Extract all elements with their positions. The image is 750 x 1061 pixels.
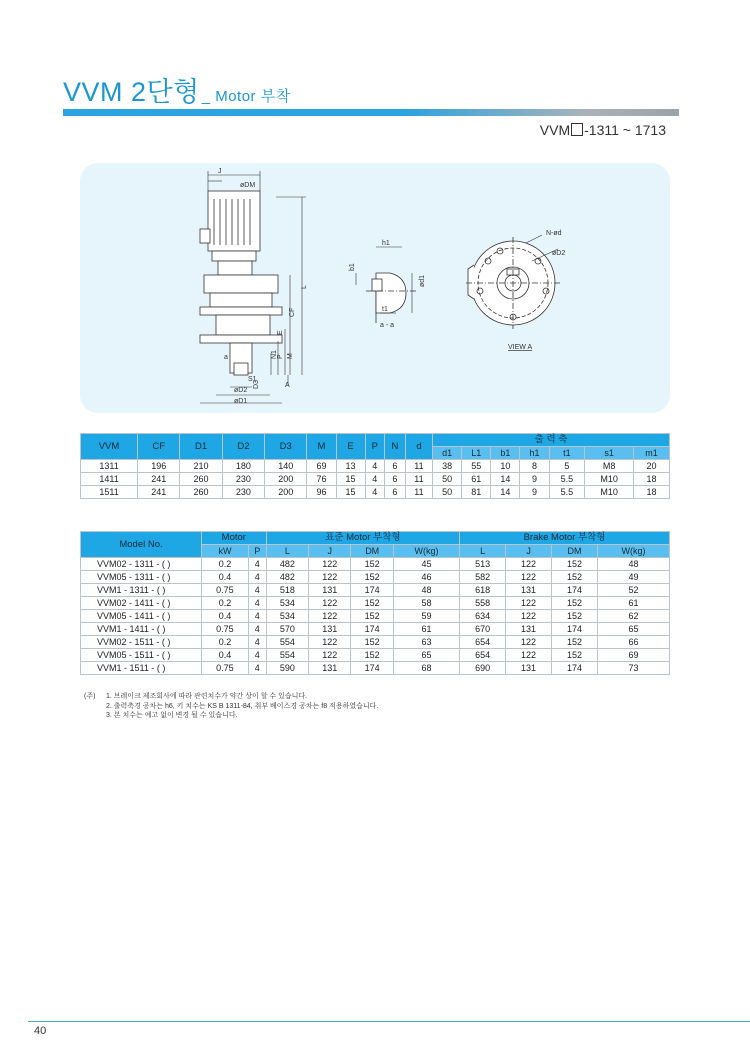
table-cell: 0.4 — [202, 610, 249, 623]
table-cell: 1511 — [81, 486, 138, 499]
sub-header: DM — [552, 545, 598, 558]
table-cell: 230 — [222, 473, 264, 486]
table-cell: 122 — [309, 649, 351, 662]
table-row — [81, 584, 670, 597]
label-od1: øD1 — [234, 398, 248, 405]
table-cell: 131 — [309, 662, 351, 675]
table-cell: 654 — [460, 649, 506, 662]
table-cell: VVM1 - 1311 - ( ) — [81, 584, 202, 597]
table-row — [81, 571, 670, 584]
table-cell: VVM05 - 1411 - ( ) — [81, 610, 202, 623]
table-cell: 9 — [520, 486, 549, 499]
table-cell: 0.75 — [202, 623, 249, 636]
table-cell: 0.2 — [202, 597, 249, 610]
table-row — [81, 473, 670, 486]
table-cell: 140 — [265, 460, 307, 473]
table-row — [81, 636, 670, 649]
table-cell: 210 — [180, 460, 222, 473]
page-subtitle: _ Motor 부착 — [201, 88, 291, 105]
table-cell: 558 — [460, 597, 506, 610]
table-cell: 4 — [365, 460, 384, 473]
table-cell: 6 — [385, 473, 406, 486]
table-cell: 152 — [351, 649, 393, 662]
table-cell: 49 — [598, 571, 670, 584]
table-cell: 15 — [336, 486, 365, 499]
table-cell: 4 — [248, 558, 266, 571]
table-cell: 0.75 — [202, 584, 249, 597]
table-cell: 260 — [180, 486, 222, 499]
table-cell: 122 — [506, 597, 552, 610]
label-h1: h1 — [382, 240, 390, 247]
note-item: (주) 1. 브레이크 제조회사에 따라 관련치수가 약간 상이 할 수 있습니다. — [84, 693, 308, 700]
table-cell: 122 — [309, 571, 351, 584]
table-cell: 4 — [248, 623, 266, 636]
table-cell: 131 — [309, 623, 351, 636]
table-cell: 0.4 — [202, 571, 249, 584]
model-header: Model No. — [81, 532, 202, 558]
note-item: 2. 출력축경 공차는 h6, 키 치수는 KS B 1311-84, 취부 베이스경 공차는 f8 적용하였습니다. — [106, 702, 379, 710]
page-number: 40 — [34, 1025, 47, 1037]
sub-header: h1 — [520, 447, 549, 460]
label-d3: D3 — [253, 380, 260, 389]
label-n1: N1 — [271, 350, 278, 359]
table-cell: VVM02 - 1411 - ( ) — [81, 597, 202, 610]
table-cell: VVM1 - 1411 - ( ) — [81, 623, 202, 636]
table-row — [81, 623, 670, 636]
standard-motor-header: 표준 Motor 부착형 — [266, 532, 459, 545]
table-cell: 0.4 — [202, 649, 249, 662]
table-cell: M10 — [585, 473, 634, 486]
label-nd: N-ød — [546, 230, 562, 237]
table-cell: 122 — [506, 636, 552, 649]
table-cell: 69 — [598, 649, 670, 662]
table-cell: 513 — [460, 558, 506, 571]
label-t1: t1 — [382, 306, 388, 313]
label-section: a - a — [380, 322, 395, 329]
table-cell: 96 — [307, 486, 336, 499]
table-cell: 48 — [598, 558, 670, 571]
table-cell: 38 — [433, 460, 462, 473]
table-cell: 122 — [309, 636, 351, 649]
table-cell: 534 — [266, 610, 308, 623]
table-cell: 241 — [138, 473, 180, 486]
table-cell: 230 — [222, 486, 264, 499]
table-cell: 50 — [433, 473, 462, 486]
table-cell: 122 — [309, 597, 351, 610]
table-cell: 152 — [351, 610, 393, 623]
table-cell: 4 — [248, 597, 266, 610]
table-cell: 4 — [365, 473, 384, 486]
gearmotor-side-view — [200, 191, 282, 375]
table-cell: 152 — [552, 571, 598, 584]
table-cell: 52 — [598, 584, 670, 597]
table-cell: 122 — [309, 610, 351, 623]
table-cell: M8 — [585, 460, 634, 473]
brake-motor-header: Brake Motor 부착형 — [460, 532, 670, 545]
table-cell: 11 — [405, 486, 432, 499]
table-cell: 131 — [506, 662, 552, 675]
table-cell: 196 — [138, 460, 180, 473]
col-header: D2 — [222, 434, 264, 460]
sub-header: d1 — [433, 447, 462, 460]
label-cf: CF — [289, 307, 296, 317]
page-title: VVM 2단형 _ Motor 부착 — [63, 77, 291, 107]
table-cell: 15 — [336, 473, 365, 486]
footer-rule — [28, 1021, 750, 1022]
label-e: E — [277, 330, 284, 335]
table-cell: 590 — [266, 662, 308, 675]
label-m: M — [287, 353, 294, 359]
label-view-a: VIEW A — [508, 344, 533, 351]
table-cell: 55 — [462, 460, 491, 473]
col-header: E — [336, 434, 365, 460]
table-cell: 174 — [351, 584, 393, 597]
table-cell: 122 — [506, 558, 552, 571]
sub-header: L1 — [462, 447, 491, 460]
sub-header: L — [266, 545, 308, 558]
table-row — [81, 610, 670, 623]
table-cell: 122 — [506, 571, 552, 584]
table-cell: VVM02 - 1311 - ( ) — [81, 558, 202, 571]
table-cell: 0.2 — [202, 636, 249, 649]
sub-header: J — [506, 545, 552, 558]
table-cell: 13 — [336, 460, 365, 473]
table-cell: 5.5 — [549, 473, 585, 486]
table-cell: 6 — [385, 460, 406, 473]
col-header: P — [365, 434, 384, 460]
table-cell: 534 — [266, 597, 308, 610]
table-cell: 68 — [393, 662, 459, 675]
table-cell: 152 — [351, 597, 393, 610]
table-cell: 152 — [552, 558, 598, 571]
sub-header: L — [460, 545, 506, 558]
sub-header: DM — [351, 545, 393, 558]
table-cell: 11 — [405, 460, 432, 473]
table-cell: 5 — [549, 460, 585, 473]
table-row — [81, 486, 670, 499]
table-cell: 131 — [506, 623, 552, 636]
table-cell: 62 — [598, 610, 670, 623]
table-cell: 76 — [307, 473, 336, 486]
table-cell: 65 — [393, 649, 459, 662]
table-cell: 18 — [634, 473, 670, 486]
table-row — [81, 662, 670, 675]
label-l: L — [301, 285, 308, 289]
table-cell: 9 — [520, 473, 549, 486]
table-cell: 45 — [393, 558, 459, 571]
label-s1: S1 — [248, 376, 257, 383]
table-cell: 18 — [634, 486, 670, 499]
table-cell: 81 — [462, 486, 491, 499]
table-cell: 59 — [393, 610, 459, 623]
table-cell: 1311 — [81, 460, 138, 473]
sub-header: P — [248, 545, 266, 558]
table-cell: 554 — [266, 636, 308, 649]
dimension-table — [80, 433, 670, 499]
sub-header: kW — [202, 545, 249, 558]
table-cell: 50 — [433, 486, 462, 499]
label-j: J — [218, 168, 222, 175]
sub-header: W(kg) — [393, 545, 459, 558]
table-cell: 152 — [552, 649, 598, 662]
table-row — [81, 460, 670, 473]
table-cell: 20 — [634, 460, 670, 473]
table-cell: 200 — [265, 473, 307, 486]
table-cell: 6 — [385, 486, 406, 499]
label-arrow-a: A — [285, 382, 290, 389]
col-header: M — [307, 434, 336, 460]
table-cell: 122 — [506, 649, 552, 662]
table-cell: 174 — [552, 662, 598, 675]
col-header: CF — [138, 434, 180, 460]
table-cell: 58 — [393, 597, 459, 610]
table-cell: 152 — [351, 636, 393, 649]
table-cell: 8 — [520, 460, 549, 473]
table-cell: 174 — [552, 584, 598, 597]
table-cell: 4 — [248, 662, 266, 675]
table-cell: 69 — [307, 460, 336, 473]
sub-header: s1 — [585, 447, 634, 460]
table-cell: 14 — [491, 473, 520, 486]
table-cell: 4 — [248, 610, 266, 623]
model-table — [80, 531, 670, 675]
placeholder-box — [571, 123, 583, 136]
table-cell: 61 — [598, 597, 670, 610]
table-cell: 554 — [266, 649, 308, 662]
col-header: VVM — [81, 434, 138, 460]
table-cell: 670 — [460, 623, 506, 636]
table-cell: 690 — [460, 662, 506, 675]
table-cell: 122 — [309, 558, 351, 571]
table-cell: 4 — [248, 584, 266, 597]
table-cell: 14 — [491, 486, 520, 499]
table-cell: 48 — [393, 584, 459, 597]
table-cell: 152 — [552, 636, 598, 649]
table-cell: VVM05 - 1311 - ( ) — [81, 571, 202, 584]
table-cell: 241 — [138, 486, 180, 499]
sub-header: b1 — [491, 447, 520, 460]
label-b1: b1 — [349, 263, 356, 271]
table-cell: 0.75 — [202, 662, 249, 675]
table-cell: 180 — [222, 460, 264, 473]
drawing-svg — [80, 163, 670, 413]
table-cell: VVM1 - 1511 - ( ) — [81, 662, 202, 675]
model-range: VVM -1311 ~ 1713 — [539, 122, 666, 138]
table-cell: 634 — [460, 610, 506, 623]
table-row — [81, 649, 670, 662]
table-cell: 1411 — [81, 473, 138, 486]
table-cell: 5.5 — [549, 486, 585, 499]
sub-header: m1 — [634, 447, 670, 460]
table-cell: 4 — [248, 636, 266, 649]
table-cell: 260 — [180, 473, 222, 486]
table-cell: 10 — [491, 460, 520, 473]
table-cell: 65 — [598, 623, 670, 636]
table-cell: 4 — [248, 649, 266, 662]
table-cell: 152 — [351, 571, 393, 584]
col-header: N — [385, 434, 406, 460]
table-cell: 174 — [552, 623, 598, 636]
col-header: D3 — [265, 434, 307, 460]
table-cell: 582 — [460, 571, 506, 584]
view-a-flange — [466, 235, 562, 329]
output-shaft-header: 출 력 축 — [433, 434, 670, 447]
sub-header: J — [309, 545, 351, 558]
label-od1-small: ød1 — [419, 274, 426, 287]
table-cell: 46 — [393, 571, 459, 584]
table-cell: 200 — [265, 486, 307, 499]
notes-label: (주) — [84, 693, 96, 700]
technical-drawing — [80, 163, 670, 413]
table-cell: 152 — [552, 597, 598, 610]
note-item: 3. 본 치수는 예고 없이 변경 될 수 있습니다. — [106, 712, 238, 719]
table-cell: 131 — [309, 584, 351, 597]
motor-header: Motor — [202, 532, 267, 545]
label-a: a — [224, 354, 228, 361]
table-cell: 570 — [266, 623, 308, 636]
title-bar — [63, 109, 679, 116]
table-cell: 482 — [266, 571, 308, 584]
table-row — [81, 597, 670, 610]
table-row — [81, 558, 670, 571]
label-od2-view: øD2 — [552, 250, 566, 257]
col-header: D1 — [180, 434, 222, 460]
table-cell: 61 — [393, 623, 459, 636]
table-cell: 4 — [248, 571, 266, 584]
table-cell: 4 — [365, 486, 384, 499]
table-cell: 73 — [598, 662, 670, 675]
table-cell: 0.2 — [202, 558, 249, 571]
table-cell: 618 — [460, 584, 506, 597]
table-cell: M10 — [585, 486, 634, 499]
table-cell: 63 — [393, 636, 459, 649]
table-cell: 174 — [351, 623, 393, 636]
label-p: P — [277, 354, 284, 359]
label-od2: øD2 — [234, 387, 248, 394]
sub-header: W(kg) — [598, 545, 670, 558]
table-cell: VVM05 - 1511 - ( ) — [81, 649, 202, 662]
table-cell: 654 — [460, 636, 506, 649]
table-cell: 122 — [506, 610, 552, 623]
table-cell: 131 — [506, 584, 552, 597]
table-cell: 66 — [598, 636, 670, 649]
table-cell: 152 — [351, 558, 393, 571]
label-odm: øDM — [240, 182, 256, 189]
table-cell: VVM02 - 1511 - ( ) — [81, 636, 202, 649]
table-cell: 174 — [351, 662, 393, 675]
table-cell: 61 — [462, 473, 491, 486]
table-cell: 518 — [266, 584, 308, 597]
table-cell: 11 — [405, 473, 432, 486]
table-cell: 152 — [552, 610, 598, 623]
col-header: d — [405, 434, 432, 460]
sub-header: t1 — [549, 447, 585, 460]
notes — [84, 692, 378, 721]
table-cell: 482 — [266, 558, 308, 571]
